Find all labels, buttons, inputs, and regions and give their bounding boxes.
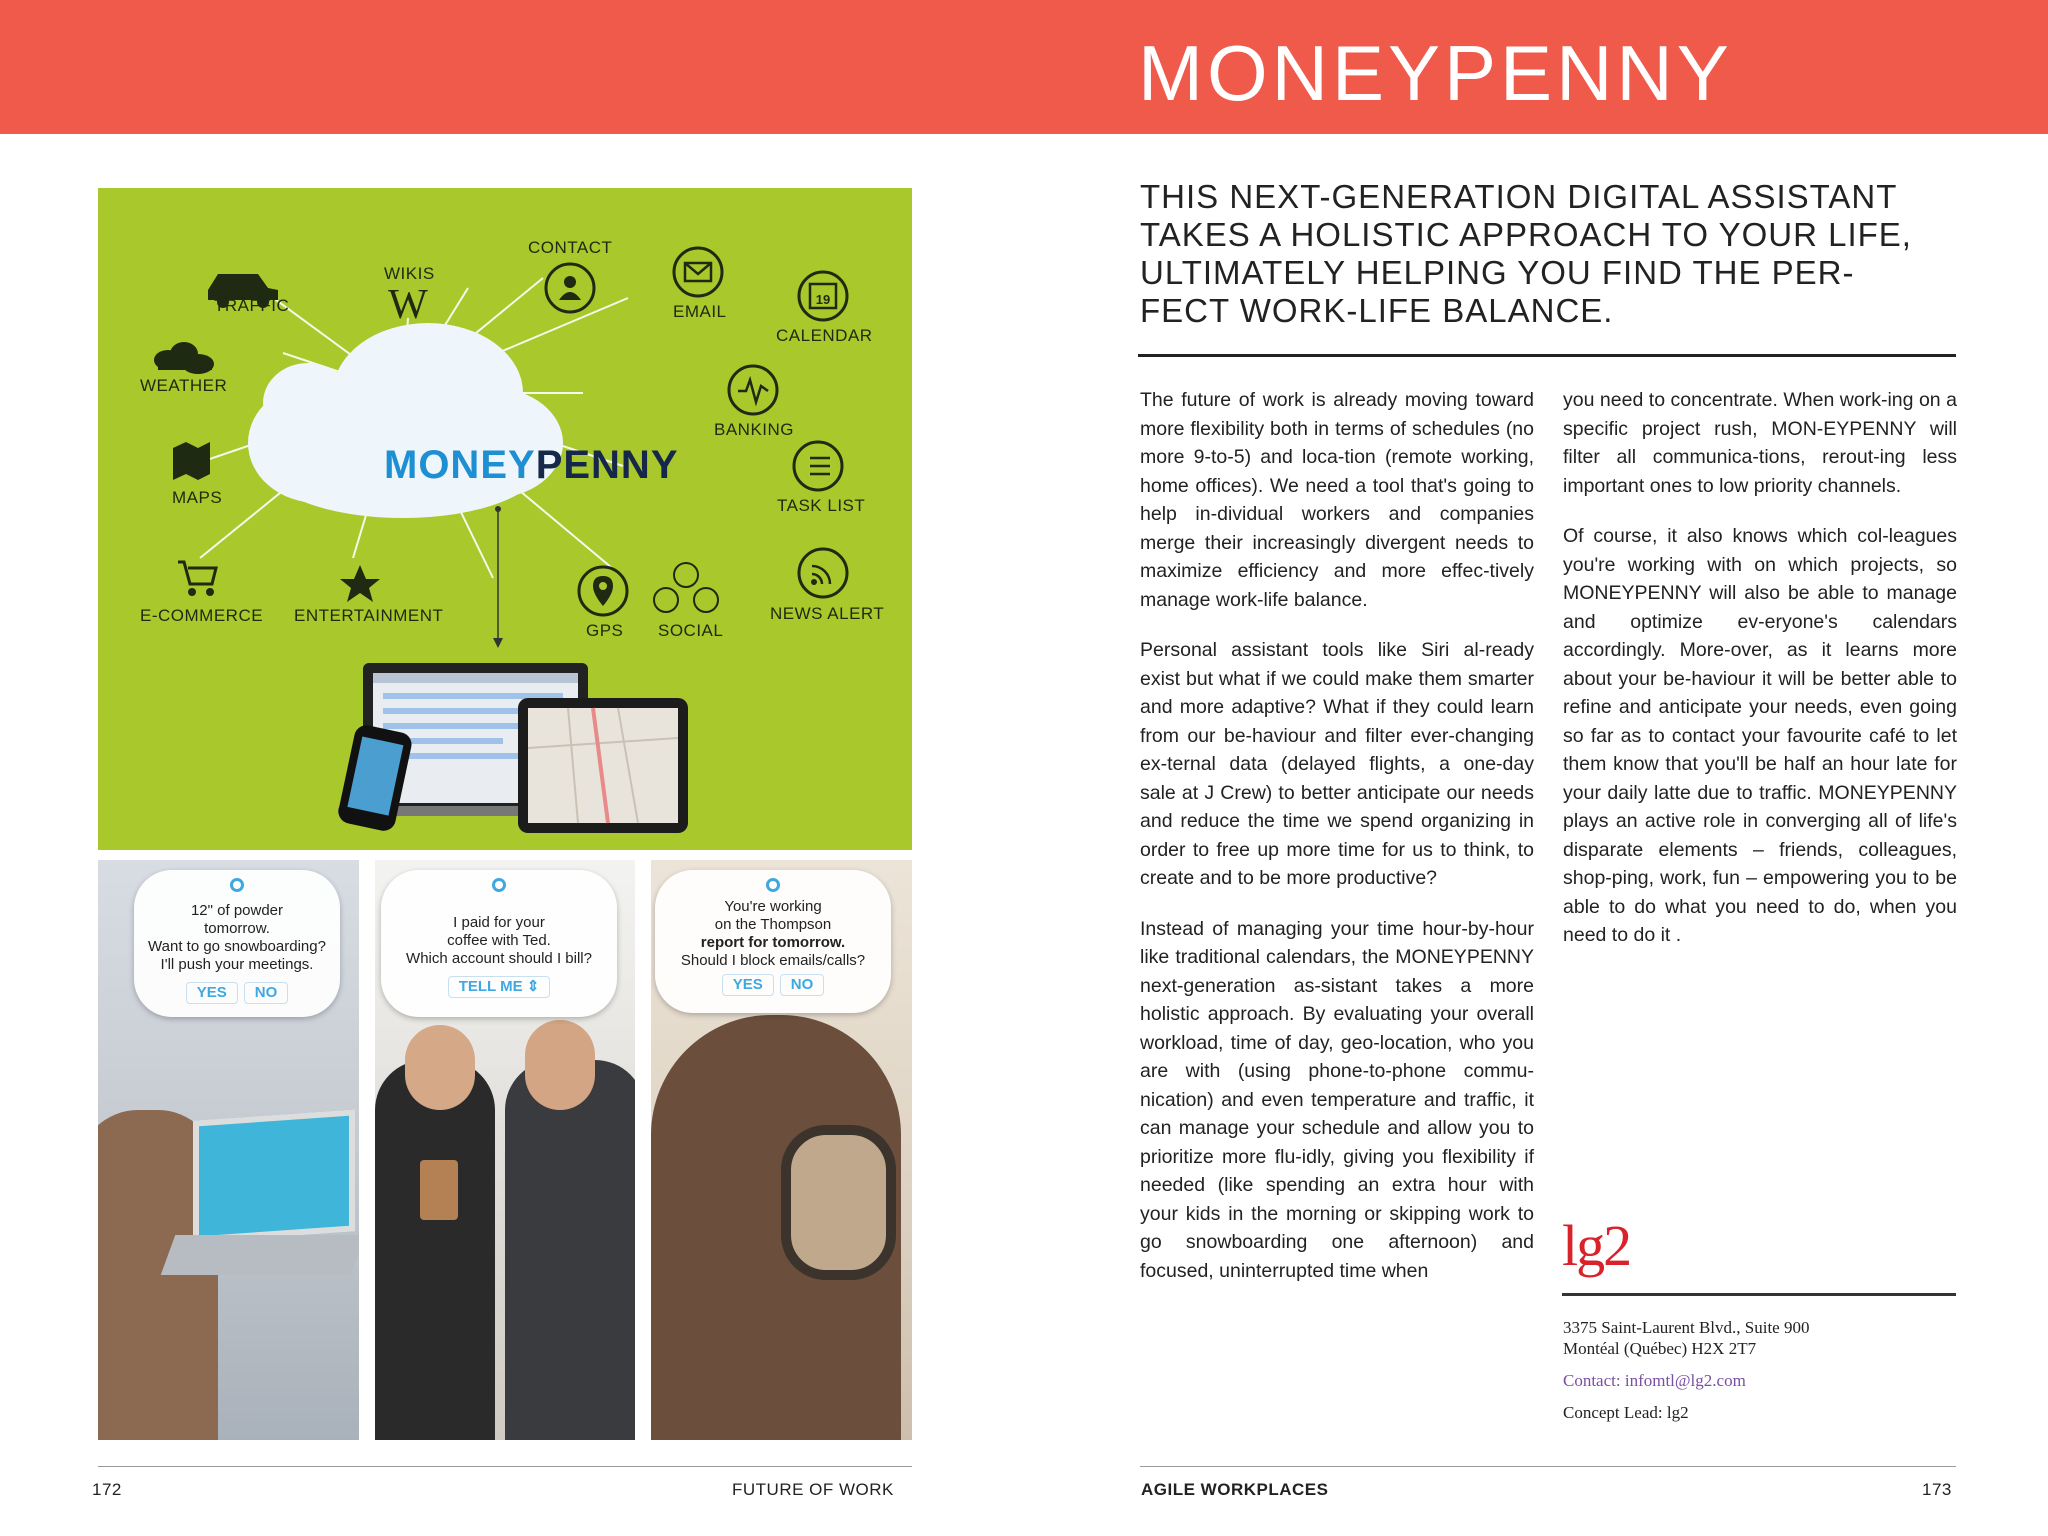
label-entertainment: ENTERTAINMENT xyxy=(294,606,444,625)
laptop-screen xyxy=(193,1109,355,1242)
moneypenny-dot-icon xyxy=(492,878,506,892)
twitter-icon xyxy=(654,588,678,612)
man-right-face xyxy=(525,1020,595,1110)
bubble-text: on the Thompson xyxy=(714,916,832,933)
label-maps: MAPS xyxy=(172,488,223,507)
facebook-icon xyxy=(674,563,698,587)
bubble-text: Which account should I bill? xyxy=(406,950,592,967)
notification-bubble-1 xyxy=(134,870,340,1017)
bubble-text: Want to go snowboarding? xyxy=(148,938,326,955)
article-column-1 xyxy=(1140,386,1534,1307)
coffee-cup xyxy=(420,1160,458,1220)
label-contact: CONTACT xyxy=(528,238,613,257)
yes-button[interactable]: YES xyxy=(186,982,238,1004)
linkedin-icon xyxy=(694,588,718,612)
bubble-text: You're working xyxy=(724,898,822,915)
photo-coffee-men xyxy=(375,860,635,1440)
bubble-text: report for tomorrow. xyxy=(700,934,846,951)
contact-email-link[interactable]: Contact: infomtl@lg2.com xyxy=(1563,1371,1746,1390)
bubble-text: I paid for your xyxy=(453,914,545,931)
svg-text:19: 19 xyxy=(815,292,831,307)
paragraph: Of course, it also knows which col-leagues you're working with on which projects, so MONEYPENNY will also be able to manage and optimize ev-eryone's calendars accordingly. More-over, as it learns more about your be-haviour it will be better able to refine and anticipate your needs, even going so far as to contact your favourite café to let them know that you'll be half an hour late for your daily latte due to traffic. MONEYPENNY plays an active role in converging all of life's disparate elements – friends, colleagues, shop-ping, work, fun – empowering you to be able to do what you need to do, when you need to do it . xyxy=(1563,525,1957,946)
page-number-right: 173 xyxy=(1922,1480,1952,1499)
headline-divider xyxy=(1138,354,1956,357)
infographic-graphics xyxy=(98,188,912,850)
label-weather: WEATHER xyxy=(140,376,228,395)
agency-divider xyxy=(1562,1293,1956,1296)
maps-icon xyxy=(173,442,210,480)
tell-me-button[interactable]: TELL ME ⇕ xyxy=(448,976,551,998)
wikis-icon: W xyxy=(388,282,428,328)
label-social: SOCIAL xyxy=(658,621,724,640)
news-alert-icon xyxy=(799,549,847,597)
weather-icon xyxy=(154,342,214,374)
photo-laptop-woman xyxy=(98,860,359,1440)
label-news-alert: NEWS ALERT xyxy=(770,604,885,623)
laptop-base xyxy=(161,1235,359,1275)
footer-rule-left xyxy=(98,1466,912,1467)
ecommerce-icon xyxy=(178,562,216,596)
article-headline: THIS NEXT-GENERATION DIGITAL ASSISTANT TAKES A HOLISTIC APPROACH TO YOUR LIFE, ULTIMATELY HELPING YOU FIND THE PER- FECT WORK-LIFE BALANCE. xyxy=(1140,178,1912,329)
label-banking: BANKING xyxy=(714,420,795,439)
moneypenny-dot-icon xyxy=(766,878,780,892)
moneypenny-dot-icon xyxy=(230,878,244,892)
address-line-2: Montéal (Québec) H2X 2T7 xyxy=(1563,1339,1757,1358)
paragraph: Instead of managing your time hour-by-hour like traditional calendars, the MONEYPENNY next-generation as-sistant takes a more holistic approach. By evaluating your overall workload, time of day, geo-location, who you are with (using phone-to-phone commu-nication) and even temperature and traffic, it can manage your schedule and allow you to prioritize more flu-idly, giving you flexibility if needed (like spending an extra hour with your kids in the morning or skipping work to go snowboarding one afternoon) and focused, uninterrupted time when xyxy=(1140,917,1534,1282)
photo-headphones-man xyxy=(651,860,912,1440)
notification-bubble-2 xyxy=(381,870,617,1017)
cloud-brand: MONEYPENNY xyxy=(384,443,679,487)
paragraph: The future of work is already moving toward more flexibility both in terms of schedules (no more 9-to-5) and loca-tion (remote working, home offices). We need a tool that's going to help in-dividual workers and companies merge their increasingly divergent needs to maximize efficiency and more effec-tively manage work-life balance. xyxy=(1140,389,1534,611)
label-wikis: WIKIS xyxy=(384,264,435,283)
label-email: EMAIL xyxy=(673,302,727,321)
bubble-text: coffee with Ted. xyxy=(447,932,551,949)
headphones-icon xyxy=(781,1125,896,1280)
concept-lead: Concept Lead: lg2 xyxy=(1563,1403,1689,1422)
notification-bubble-3 xyxy=(655,870,891,1013)
no-button[interactable]: NO xyxy=(780,974,825,996)
bubble-text: 12" of powder xyxy=(190,902,284,919)
label-gps: GPS xyxy=(586,621,624,640)
footer-rule-right xyxy=(1140,1466,1956,1467)
moneypenny-infographic xyxy=(98,188,912,850)
man-right-silhouette xyxy=(505,1060,635,1440)
yes-button[interactable]: YES xyxy=(722,974,774,996)
label-task-list: TASK LIST xyxy=(777,496,866,515)
devices-illustration xyxy=(336,663,688,833)
man-left-face xyxy=(405,1025,475,1110)
bubble-text: tomorrow. xyxy=(204,920,270,937)
man-left-silhouette xyxy=(375,1060,495,1440)
article-column-2 xyxy=(1563,386,1957,972)
section-left: FUTURE OF WORK xyxy=(732,1480,894,1499)
entertainment-icon xyxy=(340,565,380,602)
address-line-1: 3375 Saint-Laurent Blvd., Suite 900 xyxy=(1563,1318,1810,1337)
no-button[interactable]: NO xyxy=(244,982,289,1004)
email-icon xyxy=(674,248,722,296)
page-number-left: 172 xyxy=(92,1480,122,1499)
paragraph: you need to concentrate. When work-ing on a specific project rush, MON-EYPENNY will filter all communica-tions, rerout-ing less important ones to low priority channels. xyxy=(1563,389,1957,497)
paragraph: Personal assistant tools like Siri al-ready exist but what if we could make them smarter and more adaptive? What if they could learn from our be-haviour and filter ever-changing ex-ternal data (delayed flights, a one-day sale at J Crew) to better anticipate our needs and reduce the time we spend organizing in order to free up more time for us to think, to create and to be more productive? xyxy=(1140,639,1534,889)
label-calendar: CALENDAR xyxy=(776,326,873,345)
label-ecommerce: E-COMMERCE xyxy=(140,606,264,625)
moneypenny-cloud xyxy=(248,323,563,518)
lg2-logo: lg2 xyxy=(1562,1213,1631,1278)
section-right: AGILE WORKPLACES xyxy=(1141,1480,1329,1499)
bubble-text: Should I block emails/calls? xyxy=(680,952,866,969)
label-traffic: TRAFFIC xyxy=(214,296,290,315)
page-title: MONEYPENNY xyxy=(1138,29,1733,117)
header-banner xyxy=(0,0,2048,134)
bubble-text: I'll push your meetings. xyxy=(160,956,314,973)
